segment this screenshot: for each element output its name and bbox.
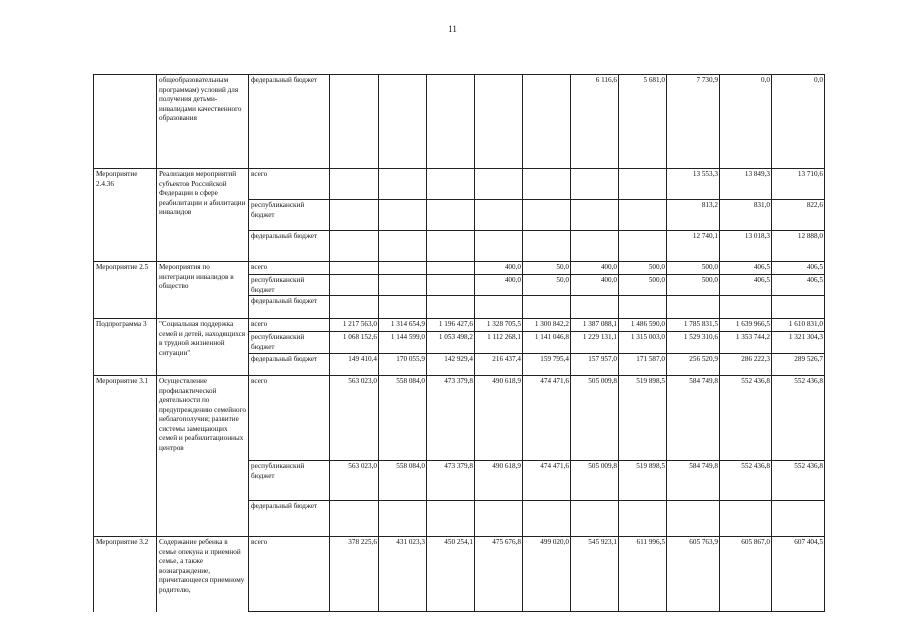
program-name: Осуществление профилактической деятельности по предупреждению семейного неблагополучия; развитие системы замещающих семей и реабилитационных центров [157,376,249,537]
amount-cell: 611 996,5 [619,537,667,612]
amount-cell [571,231,619,262]
amount-cell [427,200,475,231]
amount-cell [379,169,427,200]
funding-source: республиканский бюджет [249,461,330,501]
amount-cell [330,296,379,319]
funding-source: всего [249,376,330,461]
amount-cell [720,501,772,537]
amount-cell: 1 315 003,0 [619,332,667,354]
amount-cell [523,75,571,169]
amount-cell [379,75,427,169]
amount-cell: 170 055,9 [379,354,427,376]
amount-cell [619,296,667,319]
amount-cell: 490 618,9 [475,376,523,461]
amount-cell [720,296,772,319]
program-label: Подпрограмма 3 [94,319,157,376]
amount-cell [427,231,475,262]
table-body [94,75,825,612]
amount-cell: 406,5 [720,275,772,296]
table-row [94,537,825,612]
amount-cell: 7 730,9 [667,75,720,169]
amount-cell [427,262,475,275]
amount-cell: 558 084,0 [379,461,427,501]
amount-cell: 552 436,8 [720,376,772,461]
amount-cell: 6 116,6 [571,75,619,169]
amount-cell: 822,6 [772,200,825,231]
amount-cell: 0,0 [720,75,772,169]
amount-cell: 500,0 [619,275,667,296]
amount-cell: 813,2 [667,200,720,231]
amount-cell [667,296,720,319]
funding-source: федеральный бюджет [249,501,330,537]
amount-cell [427,296,475,319]
funding-source: федеральный бюджет [249,231,330,262]
amount-cell: 400,0 [571,275,619,296]
amount-cell [571,200,619,231]
amount-cell: 157 957,0 [571,354,619,376]
funding-source: всего [249,537,330,612]
table-row [94,319,825,332]
amount-cell [427,275,475,296]
amount-cell: 0,0 [772,75,825,169]
amount-cell: 1 785 831,5 [667,319,720,332]
amount-cell: 406,5 [772,262,825,275]
funding-source: республиканский бюджет [249,275,330,296]
amount-cell: 431 023,3 [379,537,427,612]
amount-cell [379,275,427,296]
program-name: общеобразовательным программам) условий для получения детьми-инвалидами качественного образования [157,75,249,169]
table-row [94,376,825,461]
amount-cell: 474 471,6 [523,376,571,461]
funding-source: всего [249,262,330,275]
amount-cell [427,501,475,537]
amount-cell: 406,5 [772,275,825,296]
program-label: Мероприятие 2.4.36 [94,169,157,262]
program-label: Мероприятие 3.1 [94,376,157,537]
amount-cell: 1 144 599,0 [379,332,427,354]
amount-cell: 1 639 966,5 [720,319,772,332]
amount-cell [619,231,667,262]
amount-cell: 552 436,8 [772,376,825,461]
amount-cell [571,501,619,537]
amount-cell: 474 471,6 [523,461,571,501]
amount-cell: 584 749,8 [667,461,720,501]
amount-cell: 400,0 [475,275,523,296]
funding-source: республиканский бюджет [249,200,330,231]
amount-cell [330,501,379,537]
amount-cell: 50,0 [523,262,571,275]
amount-cell [667,501,720,537]
amount-cell: 519 898,5 [619,461,667,501]
amount-cell: 1 141 046,8 [523,332,571,354]
amount-cell [330,275,379,296]
amount-cell: 473 379,8 [427,461,475,501]
amount-cell: 1 353 744,2 [720,332,772,354]
amount-cell: 400,0 [571,262,619,275]
amount-cell [523,231,571,262]
amount-cell: 1 217 563,0 [330,319,379,332]
amount-cell [772,296,825,319]
amount-cell [619,169,667,200]
amount-cell: 1 610 831,0 [772,319,825,332]
amount-cell [619,501,667,537]
funding-source: федеральный бюджет [249,296,330,319]
amount-cell: 563 023,0 [330,376,379,461]
amount-cell: 1 112 268,1 [475,332,523,354]
amount-cell: 1 314 654,9 [379,319,427,332]
amount-cell [523,501,571,537]
page-number: 11 [448,24,457,34]
amount-cell [330,169,379,200]
amount-cell: 406,5 [720,262,772,275]
amount-cell [475,200,523,231]
amount-cell [523,169,571,200]
amount-cell: 558 084,0 [379,376,427,461]
amount-cell: 500,0 [667,275,720,296]
amount-cell: 1 068 152,6 [330,332,379,354]
amount-cell: 552 436,8 [772,461,825,501]
amount-cell: 505 009,8 [571,461,619,501]
program-name: Содержание ребенка в семье опекуна и приемной семье, а также вознаграждение, причитающееся приемному родителю, [157,537,249,612]
table-row [94,169,825,200]
amount-cell: 1 229 131,1 [571,332,619,354]
funding-source: республиканский бюджет [249,332,330,354]
amount-cell: 50,0 [523,275,571,296]
amount-cell: 1 053 498,2 [427,332,475,354]
amount-cell: 584 749,8 [667,376,720,461]
amount-cell: 563 023,0 [330,461,379,501]
amount-cell: 1 321 304,3 [772,332,825,354]
amount-cell [475,169,523,200]
amount-cell [330,200,379,231]
amount-cell [523,200,571,231]
amount-cell [379,200,427,231]
amount-cell: 500,0 [619,262,667,275]
amount-cell [475,75,523,169]
amount-cell [427,75,475,169]
amount-cell: 286 222,3 [720,354,772,376]
amount-cell: 490 618,9 [475,461,523,501]
amount-cell [571,296,619,319]
program-name: Мероприятия по интеграции инвалидов в общество [157,262,249,319]
amount-cell [523,296,571,319]
amount-cell: 475 676,8 [475,537,523,612]
amount-cell: 500,0 [667,262,720,275]
amount-cell: 1 529 310,6 [667,332,720,354]
amount-cell: 505 009,8 [571,376,619,461]
amount-cell: 13 710,6 [772,169,825,200]
amount-cell: 171 587,0 [619,354,667,376]
program-label [94,75,157,169]
amount-cell: 159 795,4 [523,354,571,376]
amount-cell: 289 526,7 [772,354,825,376]
amount-cell: 1 387 088,1 [571,319,619,332]
amount-cell: 552 436,8 [720,461,772,501]
amount-cell: 450 254,1 [427,537,475,612]
amount-cell: 1 328 705,5 [475,319,523,332]
amount-cell: 519 898,5 [619,376,667,461]
budget-table [93,74,825,612]
amount-cell [379,231,427,262]
amount-cell [330,231,379,262]
amount-cell [571,169,619,200]
amount-cell: 473 379,8 [427,376,475,461]
amount-cell [379,501,427,537]
program-name: "Социальная поддержка семей и детей, находящихся в трудной жизненной ситуации" [157,319,249,376]
amount-cell [379,262,427,275]
amount-cell: 545 923,1 [571,537,619,612]
amount-cell [772,501,825,537]
amount-cell: 400,0 [475,262,523,275]
funding-source: федеральный бюджет [249,75,330,169]
program-label: Мероприятие 2.5 [94,262,157,319]
amount-cell: 12 740,1 [667,231,720,262]
amount-cell [330,262,379,275]
amount-cell: 12 888,0 [772,231,825,262]
amount-cell: 499 020,0 [523,537,571,612]
amount-cell: 216 437,4 [475,354,523,376]
amount-cell [619,200,667,231]
amount-cell: 378 225,6 [330,537,379,612]
amount-cell: 831,0 [720,200,772,231]
amount-cell: 13 018,3 [720,231,772,262]
amount-cell: 13 849,3 [720,169,772,200]
amount-cell: 607 404,5 [772,537,825,612]
amount-cell: 1 300 842,2 [523,319,571,332]
amount-cell [475,501,523,537]
program-name: Реализация мероприятий субъектов Российской Федерации в сфере реабилитации и абилитации инвалидов [157,169,249,262]
amount-cell: 5 681,0 [619,75,667,169]
amount-cell: 1 486 590,0 [619,319,667,332]
amount-cell [475,296,523,319]
amount-cell: 13 553,3 [667,169,720,200]
amount-cell [379,296,427,319]
amount-cell [475,231,523,262]
program-label: Мероприятие 3.2 [94,537,157,612]
amount-cell: 142 929,4 [427,354,475,376]
amount-cell [427,169,475,200]
amount-cell: 149 410,4 [330,354,379,376]
table-row [94,262,825,275]
table-row [94,75,825,169]
amount-cell [330,75,379,169]
amount-cell: 256 520,9 [667,354,720,376]
amount-cell: 605 867,0 [720,537,772,612]
funding-source: федеральный бюджет [249,354,330,376]
funding-source: всего [249,169,330,200]
amount-cell: 605 763,9 [667,537,720,612]
amount-cell: 1 196 427,6 [427,319,475,332]
funding-source: всего [249,319,330,332]
